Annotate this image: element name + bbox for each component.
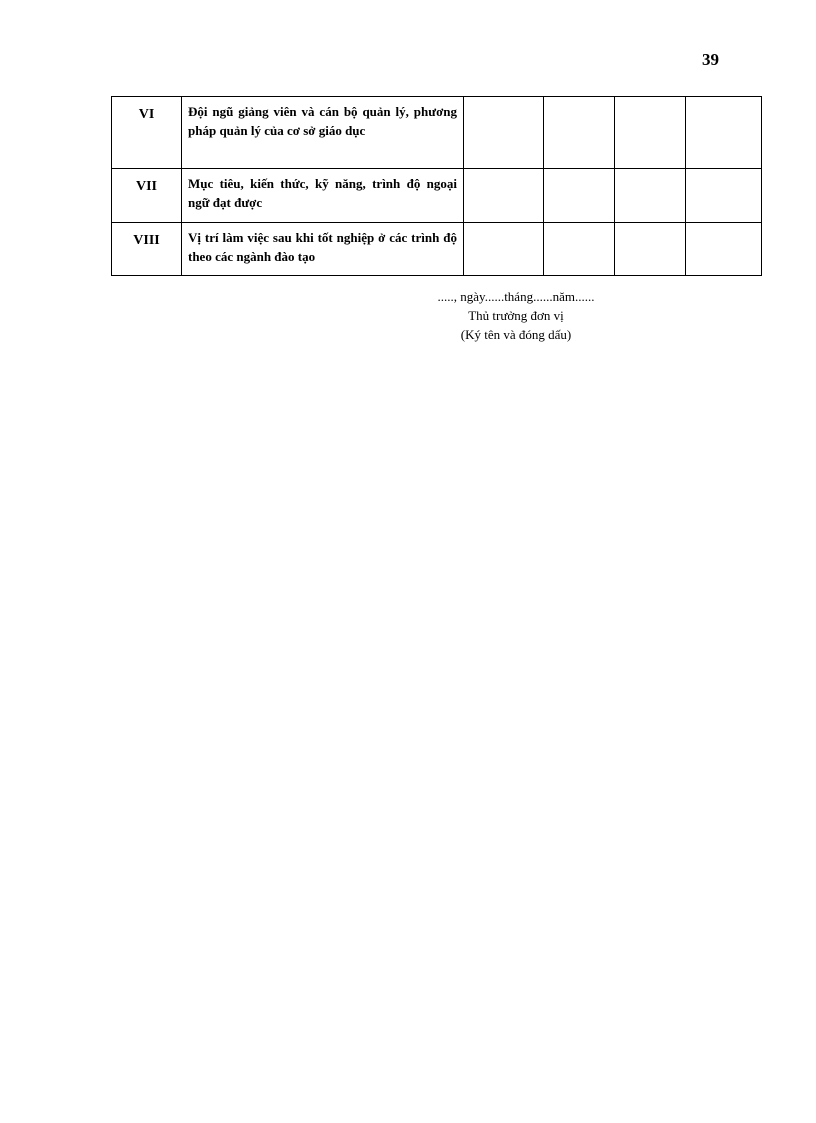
signer-title: Thủ trưởng đơn vị <box>468 308 564 323</box>
row-number: VIII <box>112 223 182 276</box>
row-number: VII <box>112 169 182 223</box>
empty-cell <box>544 97 615 169</box>
row-content: Vị trí làm việc sau khi tốt nghiệp ở các trình độ theo các ngành đào tạo <box>182 223 464 276</box>
row-number: VI <box>112 97 182 169</box>
table-row <box>112 223 762 276</box>
table-row <box>112 169 762 223</box>
table-row <box>112 97 762 169</box>
empty-cell <box>615 223 686 276</box>
row-content: Mục tiêu, kiến thức, kỹ năng, trình độ ngoại ngữ đạt được <box>182 169 464 223</box>
row-content: Đội ngũ giảng viên và cán bộ quản lý, phương pháp quản lý của cơ sở giáo dục <box>182 97 464 169</box>
empty-cell <box>686 223 762 276</box>
empty-cell <box>615 97 686 169</box>
evaluation-table <box>111 96 762 276</box>
empty-cell <box>615 169 686 223</box>
empty-cell <box>464 169 544 223</box>
empty-cell <box>464 223 544 276</box>
empty-cell <box>686 169 762 223</box>
page-number: 39 <box>702 50 719 69</box>
date-line: ....., ngày......tháng......năm...... <box>437 289 595 304</box>
empty-cell <box>464 97 544 169</box>
empty-cell <box>686 97 762 169</box>
signature-block <box>396 287 636 344</box>
signature-note: (Ký tên và đóng dấu) <box>460 327 572 342</box>
empty-cell <box>544 169 615 223</box>
empty-cell <box>544 223 615 276</box>
